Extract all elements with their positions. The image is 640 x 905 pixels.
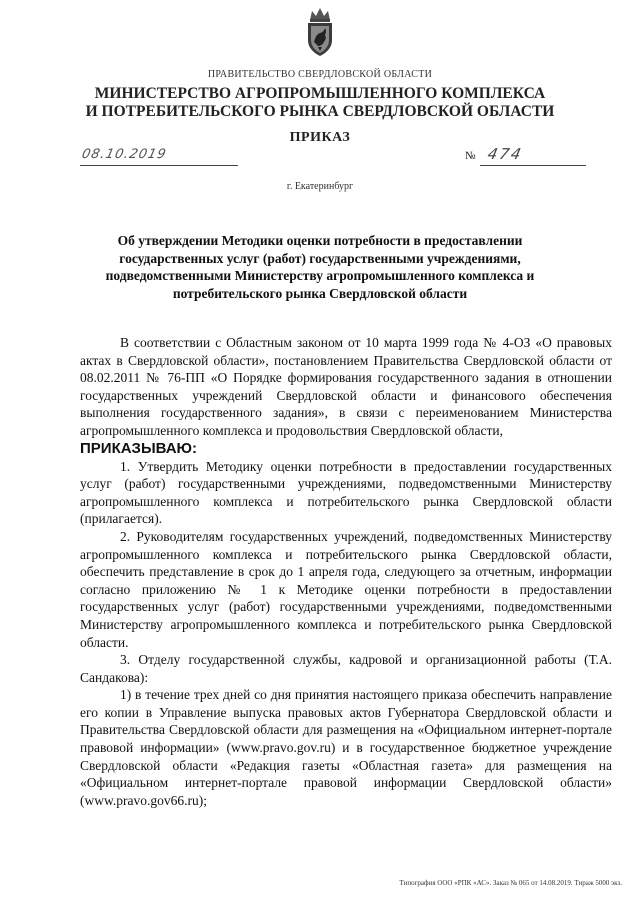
order-subject: Об утверждении Методики оценки потребности в предоставлении государственных услуг (работ) государственными учреждениями, подведомственными Министерству агропромышленного комплекса и потребительского рынка Свердловской области <box>105 233 535 301</box>
preamble-paragraph: В соответствии с Областным законом от 10 марта 1999 года № 4-ОЗ «О правовых актах в Свердловской области», постановлением Правительства Свердловской области от 08.02.2011 № 76-ПП «О Порядке формирования государственного задания в отношении государственных учреждений Свердловской области и финансового обеспечения выполнения государственного задания», в связи с переименованием Министерства агропромышленного комплекса и продовольствия Свердловской области, <box>80 335 612 438</box>
order-word: ПРИКАЗЫВАЮ: <box>80 439 198 457</box>
item-3-subitem-1: 1) в течение трех дней со дня принятия настоящего приказа обеспечить направление его копии в Управление выпуска правовых актов Губернатора Свердловской области и Правительства Свердловской области для размещения на «Официальном интернет-портале правовой информации» (www.pravo.gov.ru) и в государственное бюджетное учреждение Свердловской области «Редакция газеты «Областная газета» для размещения на «Официальном интернет-портале правовой информации Свердловской области» (www.pravo.gov66.ru); <box>80 687 612 808</box>
printing-footer: Типография ООО «РПК «АС». Заказ № 065 от 14.08.2019. Тираж 5000 экз. <box>399 879 622 887</box>
ministry-name <box>0 85 640 121</box>
ministry-line-1: МИНИСТЕРСТВО АГРОПРОМЫШЛЕННОГО КОМПЛЕКСА <box>94 85 546 102</box>
sverdlovsk-coat-of-arms-icon <box>306 6 334 58</box>
government-name: ПРАВИТЕЛЬСТВО СВЕРДЛОВСКОЙ ОБЛАСТИ <box>207 69 433 80</box>
item-1: 1. Утвердить Методику оценки потребности в предоставлении государственных услуг (работ) государственными учреждениями, подведомственными Министерству агропромышленного комплекса и потребительского рынка Свердловской области (прилагается). <box>80 458 612 527</box>
number-label: № <box>465 150 476 162</box>
item-2: 2. Руководителям государственных учреждений, подведомственных Министерству агропромышленного комплекса и потребительского рынка Свердловской области, обеспечить представление в срок до 1 апреля года, следующего за отчетным, информации согласно приложению № 1 к Методике оценки потребности в предоставлении государственных услуг (работ) государственными учреждениями, подведомственными Министерству агропромышленного комплекса и потребительского рынка Свердловской области. <box>80 528 612 650</box>
number-field <box>480 145 586 166</box>
item-3: 3. Отделу государственной службы, кадровой и организационной работы (Т.А. Сандакова): <box>80 652 612 685</box>
date-field <box>80 149 238 166</box>
handwritten-date: 08.10.2019 <box>80 147 169 162</box>
ministry-line-2: И ПОТРЕБИТЕЛЬСКОГО РЫНКА СВЕРДЛОВСКОЙ ОБЛАСТИ <box>85 103 555 120</box>
handwritten-number: 474 <box>486 145 525 163</box>
document-type: ПРИКАЗ <box>289 130 351 145</box>
order-body <box>80 334 612 809</box>
city: г. Екатеринбург <box>286 181 354 192</box>
